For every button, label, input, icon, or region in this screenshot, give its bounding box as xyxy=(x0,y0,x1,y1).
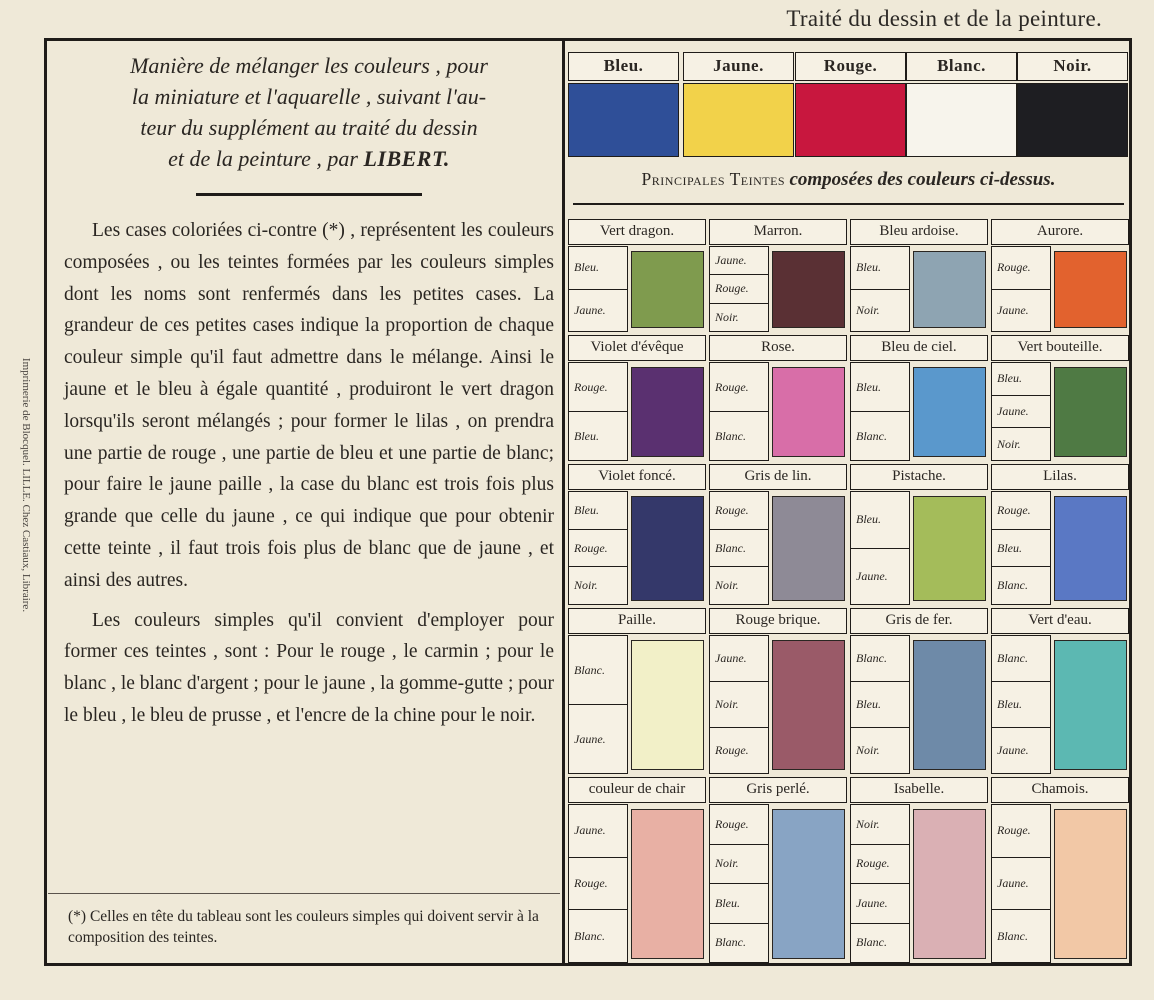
simple-color-name: Blanc. xyxy=(937,56,986,75)
tint-swatch xyxy=(913,496,986,601)
ingredient-label: Bleu. xyxy=(992,363,1050,396)
text-column xyxy=(64,50,554,740)
ingredient-label: Bleu. xyxy=(574,428,599,443)
tint-swatch xyxy=(631,251,704,328)
simple-color-name: Jaune. xyxy=(713,56,764,75)
tint-name: Violet foncé. xyxy=(568,464,706,490)
tint-swatch xyxy=(913,251,986,328)
ingredient-list xyxy=(850,246,910,332)
tint-name: Pistache. xyxy=(850,464,988,490)
paragraph-2: Les couleurs simples qu'il convient d'employer pour former ces teintes , sont : Pour le rouge , le carmin ; pour le blanc , le blanc d'argent ; pour le jaune , la gomme-gutte ; pour le bleu , le bleu de prusse , et l'encre de la chine pour le noir. xyxy=(64,609,554,726)
tint-cell xyxy=(568,608,706,774)
tint-name: Chamois. xyxy=(991,777,1129,803)
simple-color-header xyxy=(906,52,1017,81)
side-imprint-text: Imprimerie de Blocquel. LILLE. Chez Castiaux, Libraire. xyxy=(20,357,32,613)
simple-color-name: Rouge. xyxy=(823,56,878,75)
tint-cell xyxy=(991,219,1129,332)
tint-swatch xyxy=(772,640,845,770)
ingredient-label: Blanc. xyxy=(997,578,1028,593)
tint-name: Gris de fer. xyxy=(850,608,988,634)
ingredient-label: Bleu. xyxy=(992,682,1050,728)
tint-cell xyxy=(568,219,706,332)
author-name: LIBERT. xyxy=(363,146,450,171)
ingredient-label: Bleu. xyxy=(851,492,909,549)
tint-name: Bleu de ciel. xyxy=(850,335,988,361)
tint-cell xyxy=(991,777,1129,963)
tint-name: Violet d'évêque xyxy=(568,335,706,361)
tint-cell xyxy=(568,464,706,605)
simple-color-name: Bleu. xyxy=(603,56,644,75)
tint-cell xyxy=(709,335,847,461)
tint-swatch xyxy=(1054,640,1127,770)
tint-swatch xyxy=(1054,496,1127,601)
ingredient-label: Jaune. xyxy=(569,805,627,858)
simple-color-name: Noir. xyxy=(1053,56,1092,75)
tint-name: Isabelle. xyxy=(850,777,988,803)
tint-cell xyxy=(709,464,847,605)
principales-italic: composées des couleurs ci-dessus. xyxy=(789,169,1056,190)
tint-name: Vert d'eau. xyxy=(991,608,1129,634)
side-imprint xyxy=(6,285,46,685)
tint-name: Gris de lin. xyxy=(709,464,847,490)
ingredient-label: Rouge. xyxy=(569,530,627,568)
tint-swatch xyxy=(772,251,845,328)
ingredient-label: Rouge. xyxy=(569,363,627,412)
ingredient-list xyxy=(568,635,628,774)
ingredient-label: Bleu. xyxy=(710,884,768,924)
ingredient-label: Rouge. xyxy=(851,845,909,885)
tint-cell xyxy=(568,777,706,963)
principales-rule xyxy=(573,203,1124,205)
tint-swatch xyxy=(913,640,986,770)
tint-name: Rose. xyxy=(709,335,847,361)
ingredient-list xyxy=(991,246,1051,332)
running-title: Traité du dessin et de la peinture. xyxy=(786,6,1102,31)
ingredient-label: Jaune. xyxy=(710,247,768,275)
ingredient-list xyxy=(991,362,1051,461)
simple-color-swatch xyxy=(568,83,679,157)
principales-heading xyxy=(573,169,1124,191)
ingredient-list xyxy=(709,804,769,963)
tint-cell xyxy=(850,608,988,774)
simple-color-header xyxy=(795,52,906,81)
tint-cell xyxy=(568,335,706,461)
ingredient-label: Blanc. xyxy=(569,636,627,705)
ingredient-label: Blanc. xyxy=(997,928,1028,943)
ingredient-label: Blanc. xyxy=(851,636,909,682)
tint-cell xyxy=(991,335,1129,461)
tint-cell xyxy=(850,335,988,461)
tint-swatch xyxy=(631,640,704,770)
ingredient-label: Bleu. xyxy=(851,247,909,290)
simple-color-header xyxy=(1017,52,1128,81)
ingredient-label: Rouge. xyxy=(992,492,1050,530)
ingredient-list xyxy=(568,804,628,963)
heading-line-4: et de la peinture , par xyxy=(168,146,364,171)
ingredient-list xyxy=(568,491,628,605)
tint-swatch xyxy=(772,496,845,601)
tint-name: Marron. xyxy=(709,219,847,245)
ingredient-label: Blanc. xyxy=(992,636,1050,682)
ingredient-label: Jaune. xyxy=(992,858,1050,911)
ingredient-label: Jaune. xyxy=(856,568,888,583)
ingredient-label: Jaune. xyxy=(997,302,1029,317)
ingredient-list xyxy=(991,635,1051,774)
ingredient-label: Rouge. xyxy=(710,492,768,530)
ingredient-label: Blanc. xyxy=(715,935,746,950)
ingredient-label: Noir. xyxy=(710,845,768,885)
tint-cell xyxy=(709,777,847,963)
tint-cell xyxy=(850,464,988,605)
ingredient-list xyxy=(850,491,910,605)
heading-line-1: Manière de mélanger les couleurs , pour xyxy=(130,53,488,78)
tint-swatch xyxy=(1054,251,1127,328)
ingredient-label: Bleu. xyxy=(569,492,627,530)
ingredient-label: Rouge. xyxy=(715,743,749,757)
ingredient-list xyxy=(709,491,769,605)
ingredient-list xyxy=(850,362,910,461)
footnote-rule xyxy=(48,893,560,894)
tint-swatch xyxy=(913,809,986,959)
ingredient-label: Bleu. xyxy=(851,363,909,412)
ingredient-label: Noir. xyxy=(997,436,1021,451)
ingredient-label: Noir. xyxy=(856,302,880,317)
heading-rule xyxy=(196,193,422,196)
simple-color-swatch xyxy=(683,83,794,157)
ingredient-label: Jaune. xyxy=(997,743,1029,757)
ingredient-label: Rouge. xyxy=(992,805,1050,858)
principales-smallcaps: Principales Teintes xyxy=(641,169,786,189)
ingredient-label: Jaune. xyxy=(851,884,909,924)
ingredient-list xyxy=(991,491,1051,605)
ingredient-label: Rouge. xyxy=(710,275,768,303)
tint-swatch xyxy=(913,367,986,457)
tint-swatch xyxy=(1054,809,1127,959)
ingredient-label: Jaune. xyxy=(574,302,606,317)
ingredient-label: Blanc. xyxy=(715,428,746,443)
tint-swatch xyxy=(631,367,704,457)
tint-name: Bleu ardoise. xyxy=(850,219,988,245)
ingredient-label: Rouge. xyxy=(569,858,627,911)
simple-color-header xyxy=(568,52,679,81)
tint-name: couleur de chair xyxy=(568,777,706,803)
ingredient-label: Bleu. xyxy=(851,682,909,728)
tint-name: Gris perlé. xyxy=(709,777,847,803)
tint-name: Paille. xyxy=(568,608,706,634)
ingredient-label: Noir. xyxy=(851,805,909,845)
tint-name: Lilas. xyxy=(991,464,1129,490)
tint-swatch xyxy=(772,809,845,959)
ingredient-label: Rouge. xyxy=(710,363,768,412)
ingredient-list xyxy=(709,362,769,461)
ingredient-label: Blanc. xyxy=(710,530,768,568)
ingredient-label: Bleu. xyxy=(992,530,1050,568)
ingredient-label: Rouge. xyxy=(992,247,1050,290)
tint-name: Aurore. xyxy=(991,219,1129,245)
ingredient-list xyxy=(709,635,769,774)
ingredient-label: Blanc. xyxy=(856,428,887,443)
ingredient-list xyxy=(850,804,910,963)
tint-name: Vert bouteille. xyxy=(991,335,1129,361)
tint-cell xyxy=(850,219,988,332)
tint-cell xyxy=(991,464,1129,605)
tint-name: Rouge brique. xyxy=(709,608,847,634)
paragraph-1: Les cases coloriées ci-contre (*) , représentent les couleurs composées , ou les teintes formées par les couleurs simples dont les noms sont renfermés dans les petites cases. La grandeur de ces petites cases indique la proportion de chaque couleur simple qu'il faut admettre dans le mélange. Ainsi le jaune et le bleu à égale quantité , produiront le vert dragon lorsqu'ils seront mélangés ; pour former le lilas , on prendra une partie de rouge , une partie de bleu et une partie de blanc; pour faire le jaune paille , la case du blanc est trois fois plus grande que celle du jaune , ce qui indique que pour obtenir cette teinte , il faut trois fois plus de blanc que de jaune , et ainsi des autres. xyxy=(64,220,554,591)
ingredient-list xyxy=(568,246,628,332)
heading xyxy=(64,50,554,174)
ingredient-label: Noir. xyxy=(715,309,739,324)
ingredient-label: Jaune. xyxy=(710,636,768,682)
ingredient-label: Noir. xyxy=(574,578,598,593)
tint-cell xyxy=(850,777,988,963)
ingredient-list xyxy=(850,635,910,774)
color-chart xyxy=(565,41,1132,963)
footnote: (*) Celles en tête du tableau sont les couleurs simples qui doivent servir à la composition des teintes. xyxy=(68,908,539,946)
simple-color-swatch xyxy=(795,83,906,157)
tint-swatch xyxy=(1054,367,1127,457)
tint-cell xyxy=(991,608,1129,774)
ingredient-list xyxy=(709,246,769,332)
simple-color-swatch xyxy=(906,83,1017,157)
tint-swatch xyxy=(631,496,704,601)
ingredient-label: Noir. xyxy=(715,578,739,593)
ingredient-list xyxy=(991,804,1051,963)
tint-name: Vert dragon. xyxy=(568,219,706,245)
ingredient-label: Rouge. xyxy=(710,805,768,845)
heading-line-2: la miniature et l'aquarelle , suivant l'au- xyxy=(131,84,487,109)
heading-line-3: teur du supplément au traité du dessin xyxy=(140,115,478,140)
ingredient-label: Jaune. xyxy=(574,731,606,746)
simple-color-swatch xyxy=(1017,83,1128,157)
tint-cell xyxy=(709,219,847,332)
tint-swatch xyxy=(772,367,845,457)
simple-color-header xyxy=(683,52,794,81)
ingredient-label: Bleu. xyxy=(569,247,627,290)
ingredient-list xyxy=(568,362,628,461)
ingredient-label: Noir. xyxy=(856,743,880,757)
ingredient-label: Noir. xyxy=(710,682,768,728)
tint-cell xyxy=(709,608,847,774)
tint-swatch xyxy=(631,809,704,959)
ingredient-label: Blanc. xyxy=(856,935,887,950)
ingredient-label: Jaune. xyxy=(992,396,1050,429)
ingredient-label: Blanc. xyxy=(574,928,605,943)
